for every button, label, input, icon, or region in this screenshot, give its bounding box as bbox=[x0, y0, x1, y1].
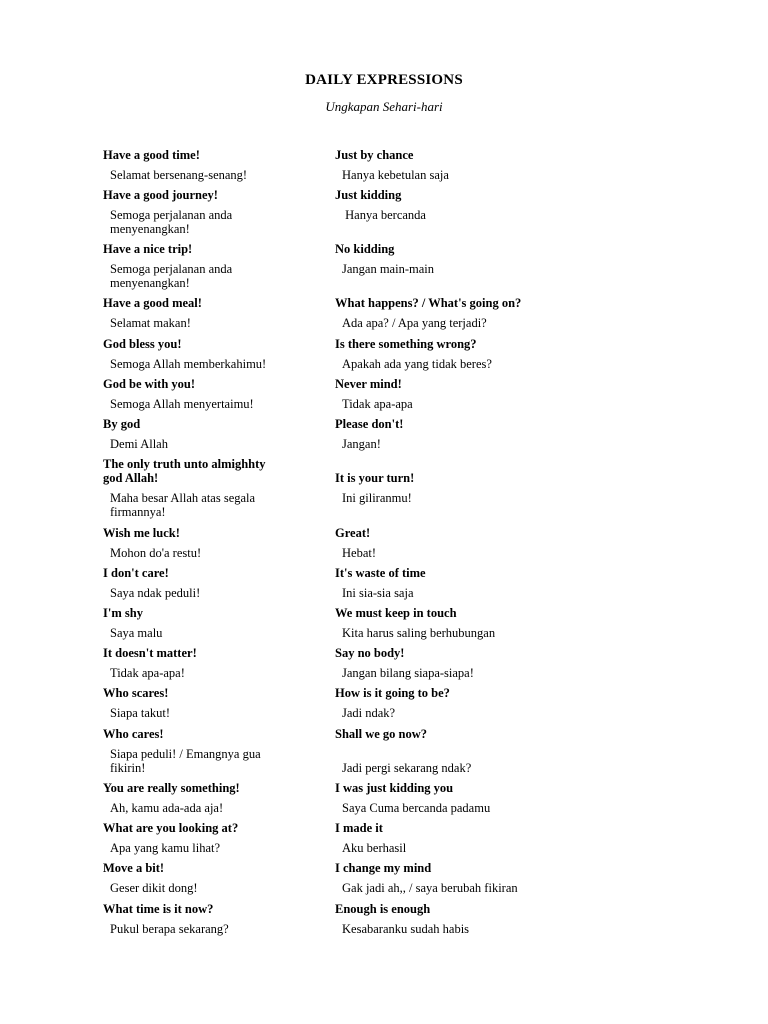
expression-translation: Aku berhasil bbox=[342, 841, 407, 855]
expression-translation: Hanya bercanda bbox=[342, 208, 426, 222]
expression-item bbox=[335, 526, 575, 560]
expression-translation: Siapa takut! bbox=[110, 706, 171, 720]
expression-translation: Jadi ndak? bbox=[342, 706, 396, 720]
expression-item bbox=[335, 821, 575, 855]
expression-english: Who cares! bbox=[103, 727, 164, 741]
expression-item bbox=[103, 566, 325, 600]
expression-item bbox=[103, 781, 325, 815]
expression-translation: Semoga perjalanan anda menyenangkan! bbox=[110, 262, 233, 290]
expression-translation: Ini giliranmu! bbox=[342, 491, 412, 505]
expression-english: Great! bbox=[335, 526, 371, 540]
expression-translation: Selamat makan! bbox=[110, 316, 191, 330]
expression-item bbox=[103, 606, 325, 640]
expression-english: Wish me luck! bbox=[103, 526, 180, 540]
expression-translation: Saya ndak peduli! bbox=[110, 586, 201, 600]
expression-english: What time is it now? bbox=[103, 902, 214, 916]
expression-english: Say no body! bbox=[335, 646, 405, 660]
expression-item bbox=[103, 242, 325, 290]
expression-english: The only truth unto almighhty god Allah! bbox=[103, 457, 266, 485]
expression-item bbox=[335, 337, 575, 371]
expression-translation: Saya malu bbox=[110, 626, 163, 640]
expression-english: Have a good meal! bbox=[103, 296, 202, 310]
expression-translation: Jadi pergi sekarang ndak? bbox=[342, 761, 472, 775]
expression-item bbox=[103, 377, 325, 411]
expression-item bbox=[103, 417, 325, 451]
expression-translation: Apakah ada yang tidak beres? bbox=[342, 357, 492, 371]
expression-translation: Selamat bersenang-senang! bbox=[110, 168, 248, 182]
expression-item bbox=[335, 417, 575, 451]
expression-translation: Kita harus saling berhubungan bbox=[342, 626, 496, 640]
expression-item bbox=[335, 727, 575, 775]
expression-english: Move a bit! bbox=[103, 861, 165, 875]
expression-english: Shall we go now? bbox=[335, 727, 428, 741]
expression-item bbox=[103, 457, 325, 519]
expression-translation: Geser dikit dong! bbox=[110, 881, 198, 895]
expression-item bbox=[335, 377, 575, 411]
expression-item bbox=[103, 296, 325, 330]
expression-item bbox=[335, 646, 575, 680]
expression-english: God be with you! bbox=[103, 377, 196, 391]
expression-item bbox=[103, 148, 325, 182]
expression-item bbox=[103, 188, 325, 236]
expression-item bbox=[335, 188, 575, 222]
expression-english: Please don't! bbox=[335, 417, 404, 431]
expression-english: What are you looking at? bbox=[103, 821, 239, 835]
expression-item bbox=[103, 526, 325, 560]
expression-item bbox=[103, 646, 325, 680]
expression-english: We must keep in touch bbox=[335, 606, 457, 620]
expression-english: How is it going to be? bbox=[335, 686, 450, 700]
expression-item bbox=[335, 606, 575, 640]
expression-english: It doesn't matter! bbox=[103, 646, 197, 660]
expression-item bbox=[335, 781, 575, 815]
expression-english: It is your turn! bbox=[335, 471, 415, 485]
expression-english: I change my mind bbox=[335, 861, 432, 875]
expression-translation: Saya Cuma bercanda padamu bbox=[342, 801, 491, 815]
expression-english: Just by chance bbox=[335, 148, 414, 162]
expression-english: You are really something! bbox=[103, 781, 240, 795]
expression-translation: Gak jadi ah,, / saya berubah fikiran bbox=[342, 881, 518, 895]
expression-english: What happens? / What's going on? bbox=[335, 296, 522, 310]
expression-english: I was just kidding you bbox=[335, 781, 454, 795]
expression-english: By god bbox=[103, 417, 141, 431]
expression-translation: Mohon do'a restu! bbox=[110, 546, 202, 560]
expression-translation: Pukul berapa sekarang? bbox=[110, 922, 229, 936]
expression-item bbox=[335, 242, 575, 276]
expression-translation: Tidak apa-apa bbox=[342, 397, 413, 411]
expression-item bbox=[103, 727, 325, 775]
expression-translation: Jangan! bbox=[342, 437, 381, 451]
expression-english: I made it bbox=[335, 821, 383, 835]
expression-translation: Jangan main-main bbox=[342, 262, 434, 276]
expression-item bbox=[103, 337, 325, 371]
expression-english: Who scares! bbox=[103, 686, 169, 700]
expression-translation: Maha besar Allah atas segala firmannya! bbox=[110, 491, 256, 519]
expression-item bbox=[335, 296, 575, 330]
expression-translation: Hanya kebetulan saja bbox=[342, 168, 449, 182]
expression-english: Enough is enough bbox=[335, 902, 431, 916]
expression-english: Have a good time! bbox=[103, 148, 200, 162]
expression-translation: Siapa peduli! / Emangnya gua fikirin! bbox=[110, 747, 261, 775]
expression-translation: Semoga perjalanan anda menyenangkan! bbox=[110, 208, 233, 236]
expression-translation: Ini sia-sia saja bbox=[342, 586, 414, 600]
expression-translation: Hebat! bbox=[342, 546, 377, 560]
expression-translation: Ah, kamu ada-ada aja! bbox=[110, 801, 224, 815]
expression-translation: Ada apa? / Apa yang terjadi? bbox=[342, 316, 487, 330]
expression-english: I don't care! bbox=[103, 566, 169, 580]
expression-translation: Demi Allah bbox=[110, 437, 168, 451]
expression-english: God bless you! bbox=[103, 337, 182, 351]
expression-english: Have a nice trip! bbox=[103, 242, 193, 256]
page-subtitle: Ungkapan Sehari-hari bbox=[325, 99, 443, 114]
expression-item bbox=[335, 686, 575, 720]
expression-english: It's waste of time bbox=[335, 566, 426, 580]
expression-translation: Semoga Allah menyertaimu! bbox=[110, 397, 254, 411]
expression-item bbox=[103, 821, 325, 855]
expression-item bbox=[335, 861, 575, 895]
expression-english: Just kidding bbox=[335, 188, 402, 202]
page-title: DAILY EXPRESSIONS bbox=[305, 72, 463, 88]
expression-translation: Apa yang kamu lihat? bbox=[110, 841, 221, 855]
expression-item bbox=[103, 686, 325, 720]
expression-item bbox=[335, 471, 575, 505]
expression-translation: Kesabaranku sudah habis bbox=[342, 922, 470, 936]
expression-translation: Semoga Allah memberkahimu! bbox=[110, 357, 267, 371]
expression-item bbox=[103, 902, 325, 936]
expression-english: I'm shy bbox=[103, 606, 143, 620]
expression-english: Never mind! bbox=[335, 377, 402, 391]
expression-item bbox=[335, 566, 575, 600]
expression-translation: Tidak apa-apa! bbox=[110, 666, 185, 680]
expression-translation: Jangan bilang siapa-siapa! bbox=[342, 666, 474, 680]
expression-item bbox=[335, 148, 575, 182]
expression-english: No kidding bbox=[335, 242, 395, 256]
expression-english: Is there something wrong? bbox=[335, 337, 477, 351]
expression-item bbox=[103, 861, 325, 895]
expression-english: Have a good journey! bbox=[103, 188, 218, 202]
expression-item bbox=[335, 902, 575, 936]
